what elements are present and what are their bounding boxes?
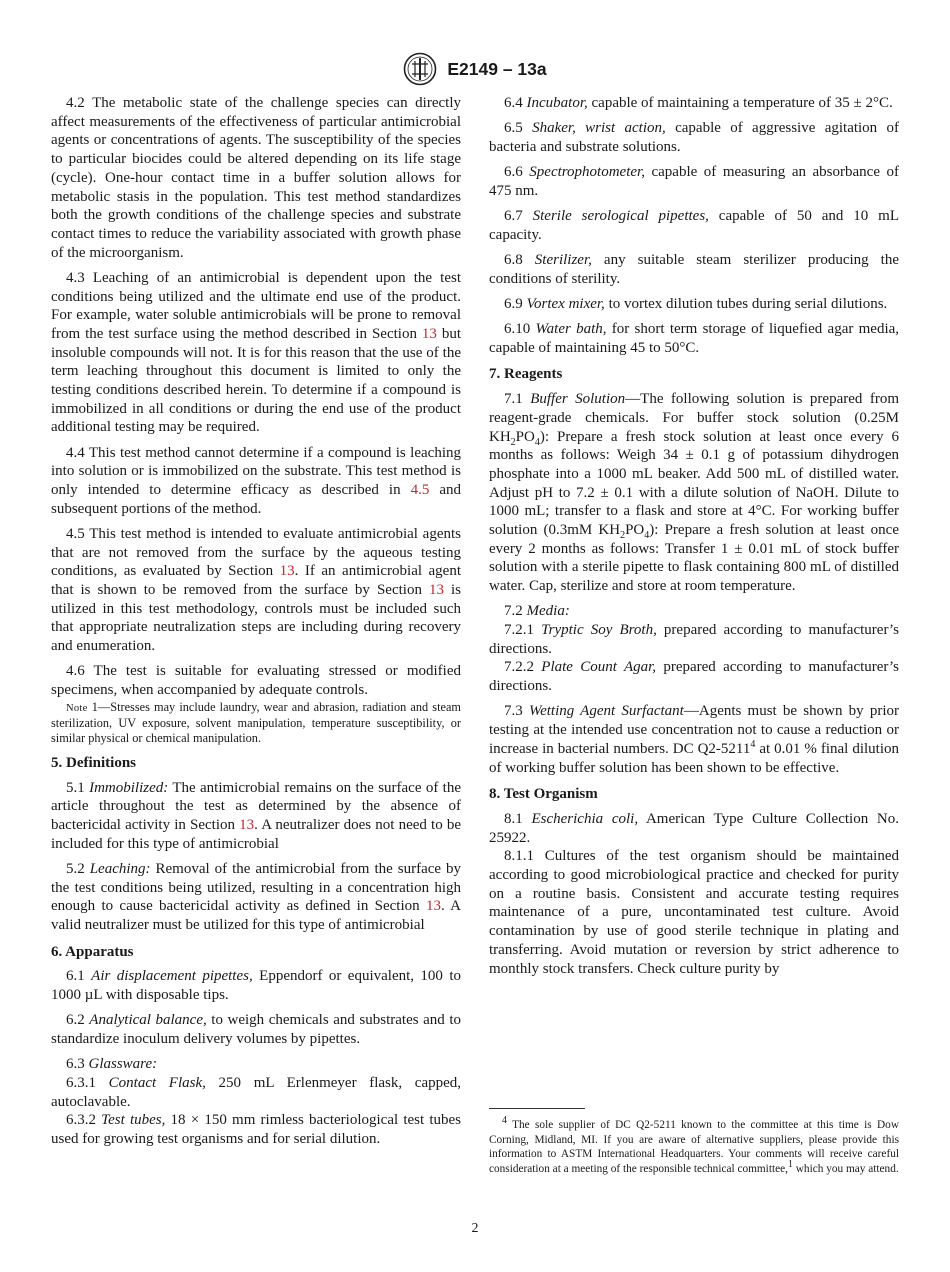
- section-heading-definitions: 5. Definitions: [51, 754, 137, 771]
- document-id: E2149 – 13a: [447, 58, 547, 79]
- section-13-link[interactable]: 13: [425, 898, 441, 915]
- section-heading-reagents: 7. Reagents: [489, 366, 563, 383]
- page-header: [0, 52, 950, 86]
- note-1: Note 1—Stresses may include laundry, wear and abrasion, radiation and steam sterilization, UV exposure, solvent manipulation, temperature susceptibility, or similar physical or chemical manipulation.: [51, 699, 461, 745]
- para-6-9: 6.9 Vortex mixer, to vortex dilution tubes during serial dilutions.: [504, 295, 888, 312]
- page-number: 2: [471, 1221, 479, 1236]
- astm-logo-icon: [403, 52, 437, 86]
- para-4-3: 4.3 Leaching of an antimicrobial is dependent upon the test conditions being utilized and the ultimate end use of the product. For example, water soluble antimicrobials will be prone to removal from the test surface using the method described in Section 13 but insoluble compounds will not. It is for this reason that the use of the term leaching throughout this document is limited to only the testing conditions described herein. To determine if a compound is immobilized in all conditions or during the end use of the product additional testing may be required.: [51, 269, 461, 436]
- para-5-2: 5.2 Leaching: Removal of the antimicrobial from the surface by the test conditions being utilized, resulting in a concentration high enough to cause bactericidal activity as defined in Section 13. A valid neutralizer must be utilized for this type of antimicrobial: [51, 860, 462, 933]
- section-4-5-link[interactable]: 4.5: [410, 482, 430, 499]
- para-6-4: 6.4 Incubator, capable of maintaining a temperature of 35 ± 2°C.: [504, 95, 893, 111]
- para-4-4: 4.4 This test method cannot determine if a compound is leaching into solution or is immobilized on the substrate. This test method is only intended to determine efficacy as described in 4.5 and subsequent portions of the method.: [51, 444, 461, 517]
- section-13-link[interactable]: 13: [421, 325, 437, 342]
- para-6-3-1: 6.3.1 Contact Flask, 250 mL Erlenmeyer flask, capped, autoclavable.: [51, 1074, 462, 1110]
- section-heading-test-organism: 8. Test Organism: [489, 786, 598, 803]
- para-7-2-1: 7.2.1 Tryptic Soy Broth, prepared according to manufacturer’s directions.: [489, 622, 900, 657]
- para-7-3: 7.3 Wetting Agent Surfactant—Agents must be shown by prior testing at the intended use concentration not to cause a reduction or increase in bacterial numbers. DC Q2-5211$^4$ at 0.01 % final dilution of working buffer solution has been shown to be effective.: [489, 703, 900, 776]
- para-4-5: 4.5 This test method is intended to evaluate antimicrobial agents that are not removed from the surface by the aqueous testing conditions, as evaluated by Section 13. If an antimicrobial agent that is shown to be removed from the surface by Section 13 is utilized in this test methodology, controls must be included such that appropriate neutralization steps are including during recovery and enumeration.: [51, 525, 461, 655]
- para-4-2: 4.2 The metabolic state of the challenge species can directly affect measurements of the effectiveness of particular antimicrobial agents or concentrations of agents. The susceptibility of the species to particular biocides could be altered depending on its life stage (cycle). One-hour contact time in a buffer solution allows for metabolic stasis in the population. This test method standardizes both the growth conditions of the challenge species and substrate contact times to reduce the variability associated with growth phase of the microorganism.: [51, 95, 461, 261]
- footnote-ref[interactable]: 4: [750, 738, 756, 750]
- section-13-link[interactable]: 13: [279, 563, 295, 580]
- para-7-2: 7.2 Media:: [504, 603, 570, 620]
- para-7-2-2: 7.2.2 Plate Count Agar, prepared according to manufacturer’s directions.: [489, 659, 899, 695]
- para-7-1: 7.1 Buffer Solution—The following solution is prepared from reagent-grade chemicals. For buffer stock solution (0.25M $KH_2PO_4$): Prepare a fresh stock solution at least once every 6 months as follows: Weigh 34 ± 0.1 g of potassium dihydrogen phosphate into a 1000 mL beaker. Add 500 mL of distilled water. Adjust pH to 7.2 ± 0.1 with a dilute solution of NaOH. Dilute to 1000 mL; transfer to a flask and store at 4°C. For working buffer solution (0.3mM $KH_2PO_4$): Prepare a fresh solution at least once every 2 months as follows: Transfer 1 ± 0.01 mL of stock buffer solution with a sterile pipette to flask containing 800 mL of distilled water. Cap, sterilize and store at room temperature.: [489, 391, 900, 595]
- left-column: [51, 94, 461, 1155]
- para-6-6: 6.6 Spectrophotometer, capable of measuring an absorbance of 475 nm.: [489, 164, 899, 199]
- para-6-3: 6.3 Glassware:: [66, 1056, 158, 1073]
- section-13-link[interactable]: 13: [239, 816, 255, 833]
- para-6-2: 6.2 Analytical balance, to weigh chemicals and substrates and to standardize inoculum delivery volumes by pipettes.: [51, 1012, 461, 1047]
- para-6-5: 6.5 Shaker, wrist action, capable of aggressive agitation of bacteria and substrate solutions.: [489, 120, 900, 155]
- right-column: [489, 94, 899, 985]
- para-6-1: 6.1 Air displacement pipettes, Eppendorf or equivalent, 100 to 1000 µL with disposable tips.: [51, 968, 462, 1004]
- para-5-1: 5.1 Immobilized: The antimicrobial remains on the surface of the article throughout the test as determined by the absence of bactericidal activity in Section 13. A neutralizer does not need to be included for this type of antimicrobial: [51, 779, 462, 852]
- footnote-4: $^4$ The sole supplier of DC Q2-5211 known to the committee at this time is Dow Corning, Midland, MI. If you are aware of alternative suppliers, please provide this information to ASTM International Headquarters. Your comments will receive careful consideration at a meeting of the responsible technical committee,$^1$ which you may attend.: [489, 1115, 899, 1176]
- para-8-1-1: 8.1.1 Cultures of the test organism should be maintained according to good microbiological practice and checked for purity on a routine basis. Consistent and accurate testing requires maintenance of a pure, uncontaminated test culture. Avoid contamination by use of good sterile technique in plating and transferring. Avoid mutation or reversion by strict adherence to monthly stock transfers. Check culture purity by: [489, 848, 899, 977]
- para-4-6: 4.6 The test is suitable for evaluating stressed or modified specimens, when accompanied by adequate controls.: [51, 663, 461, 699]
- para-6-3-2: 6.3.2 Test tubes, 18 × 150 mm rimless bacteriological test tubes used for growing test organisms and for serial dilution.: [51, 1112, 461, 1147]
- para-8-1: 8.1 Escherichia coli, American Type Culture Collection No. 25922.: [489, 810, 900, 846]
- para-6-8: 6.8 Sterilizer, any suitable steam sterilizer producing the conditions of sterility.: [489, 251, 900, 287]
- section-13-link[interactable]: 13: [428, 582, 444, 599]
- para-6-10: 6.10 Water bath, for short term storage of liquefied agar media, capable of maintaining 45 to 50°C.: [489, 321, 900, 356]
- footnote-divider: [489, 1108, 585, 1109]
- section-heading-apparatus: 6. Apparatus: [51, 943, 134, 960]
- para-6-7: 6.7 Sterile serological pipettes, capable of 50 and 10 mL capacity.: [489, 208, 900, 243]
